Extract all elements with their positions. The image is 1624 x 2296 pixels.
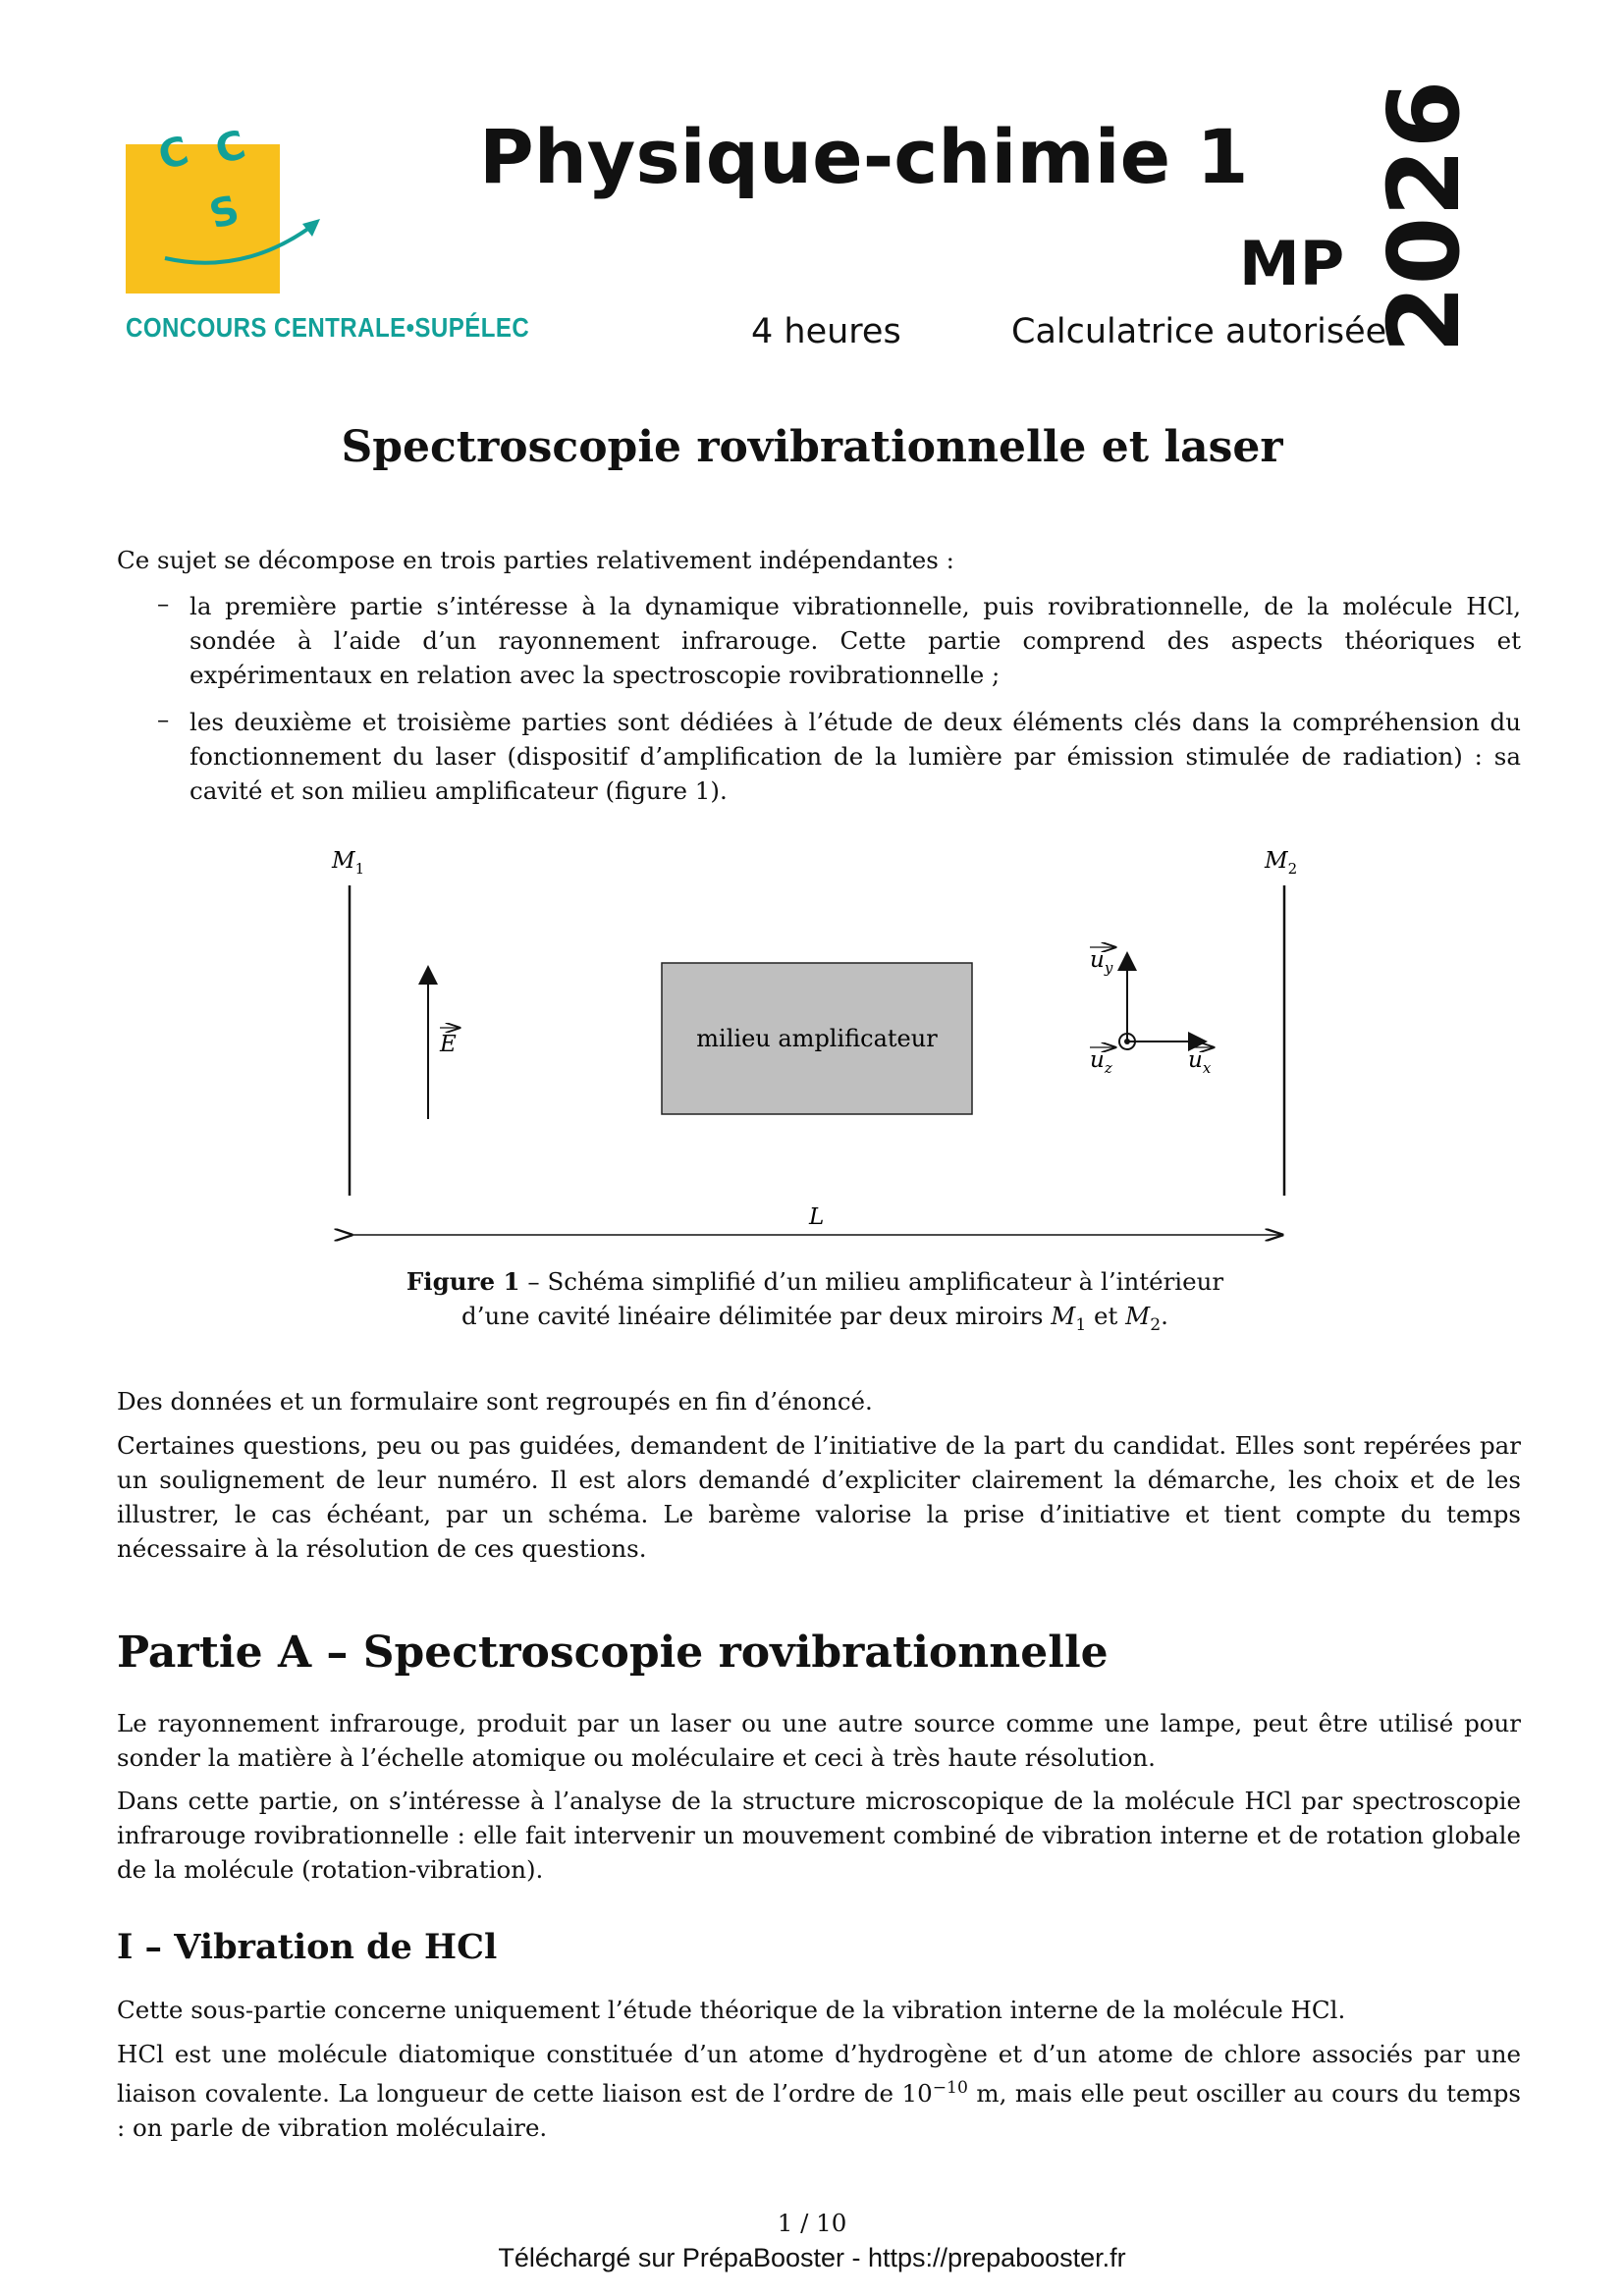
mirror-m1-label: $M_1$: [332, 848, 365, 878]
field-e-label: E: [440, 1032, 457, 1057]
logo-letter-c1: C: [153, 128, 193, 180]
logo-letter-c2: C: [210, 122, 250, 174]
axis-uz-label: $u_z$: [1090, 1047, 1112, 1077]
axis-uz-dot: [1124, 1039, 1130, 1044]
document-title: Spectroscopie rovibrationnelle et laser: [341, 422, 1283, 472]
part-a-paragraph-1: Le rayonnement infrarouge, produit par un laser ou une autre source comme une lampe, peut être utilisé pour sonder la matière à l’échelle atomique ou moléculaire et ceci à très haute résolution.: [117, 1709, 1521, 1772]
bullet-dash: –: [157, 705, 170, 733]
part-a-paragraph-2: Dans cette partie, on s’intéresse à l’analyse de la structure microscopique de la molécule HCl par spectroscopie infrarouge rovibrationnelle : elle fait intervenir un mouvement combiné de vibration interne et de rotation globale de la molécule (rotation-vibration).: [117, 1787, 1521, 1884]
data-note: Des données et un formulaire sont regroupés en fin d’énoncé.: [117, 1387, 873, 1415]
axis-ux-label: $u_x$: [1188, 1047, 1212, 1077]
length-l-label: L: [809, 1204, 825, 1230]
mirror-m2-label: $M_2$: [1265, 848, 1298, 878]
download-link[interactable]: Téléchargé sur PrépaBooster - https://prepabooster.fr: [498, 2243, 1126, 2272]
logo-letter-s: S: [204, 187, 244, 239]
intro-bullet-1: la première partie s’intéresse à la dynamique vibrationnelle, puis rovibrationnelle, de la molécule HCl, sondée à l’aide d’un rayonnement infrarouge. Cette partie comprend des aspects théoriques et expérimentaux en relation avec la spectroscopie rovibrationnelle ;: [189, 592, 1521, 689]
duration-label: 4 heures: [751, 312, 901, 351]
intro-bullet-2: les deuxième et troisième parties sont dédiées à l’étude de deux éléments clés dans la compréhension du fonctionnement du laser (dispositif d’amplification de la lumière par émission stimulée de radiation) : sa cavité et son milieu amplificateur (figure 1).: [189, 708, 1521, 805]
calculator-label: Calculatrice autorisée: [1011, 312, 1387, 351]
figure-1-caption-line1: – Schéma simplifié d’un milieu amplificateur à l’intérieur: [527, 1267, 1224, 1296]
section-i-heading: I – Vibration de HCl: [117, 1927, 498, 1967]
section-i-paragraph-1: Cette sous-partie concerne uniquement l’étude théorique de la vibration interne de la molécule HCl.: [117, 1996, 1346, 2024]
amplifying-medium-label: milieu amplificateur: [696, 1025, 938, 1052]
bullet-dash: –: [157, 589, 170, 617]
figure-1-caption-line2: d’une cavité linéaire délimitée par deux miroirs: [461, 1302, 1044, 1330]
figure-1-diagram: [295, 839, 1335, 1252]
page-number: 1 / 10: [777, 2209, 847, 2237]
figure-1-caption: Figure 1 – Schéma simplifié d’un milieu amplificateur à l’intérieur d’une cavité linéaire délimitée par deux miroirs $M_1$ et $M_2$.: [406, 1267, 1224, 1335]
exponent: −10: [932, 2078, 968, 2098]
logo-arrow-head: [302, 219, 320, 237]
part-a-heading: Partie A – Spectroscopie rovibrationnelle: [117, 1628, 1109, 1678]
intro-lead: Ce sujet se décompose en trois parties relativement indépendantes :: [117, 546, 954, 574]
subject-title: Physique-chimie 1: [479, 113, 1249, 200]
axis-uy-label: $u_y$: [1090, 947, 1113, 977]
ccs-logo: [116, 103, 332, 299]
initiative-note: Certaines questions, peu ou pas guidées, demandent de l’initiative de la part du candidat. Elles sont repérées par un soulignement de leur numéro. Il est alors demandé d’expliciter clairement la démarche, les choix et de les illustrer, le cas échéant, par un schéma. Le barème valorise la prise d’initiative et tient compte du temps nécessaire à la résolution de ces questions.: [117, 1431, 1521, 1563]
stream-label: MP: [1239, 228, 1345, 299]
logo-caption: CONCOURS CENTRALE•SUPÉLEC: [126, 312, 530, 343]
year-label: 2026: [1367, 80, 1482, 353]
figure-1-caption-label: Figure 1: [406, 1267, 520, 1296]
section-i-paragraph-2: HCl est une molécule diatomique constituée d’un atome d’hydrogène et d’un atome de chlore associés par une liaison covalente. La longueur de cette liaison est de l’ordre de $10^{-10}$ m, mais elle peut osciller au cours du temps : on parle de vibration moléculaire.: [117, 2040, 1521, 2143]
